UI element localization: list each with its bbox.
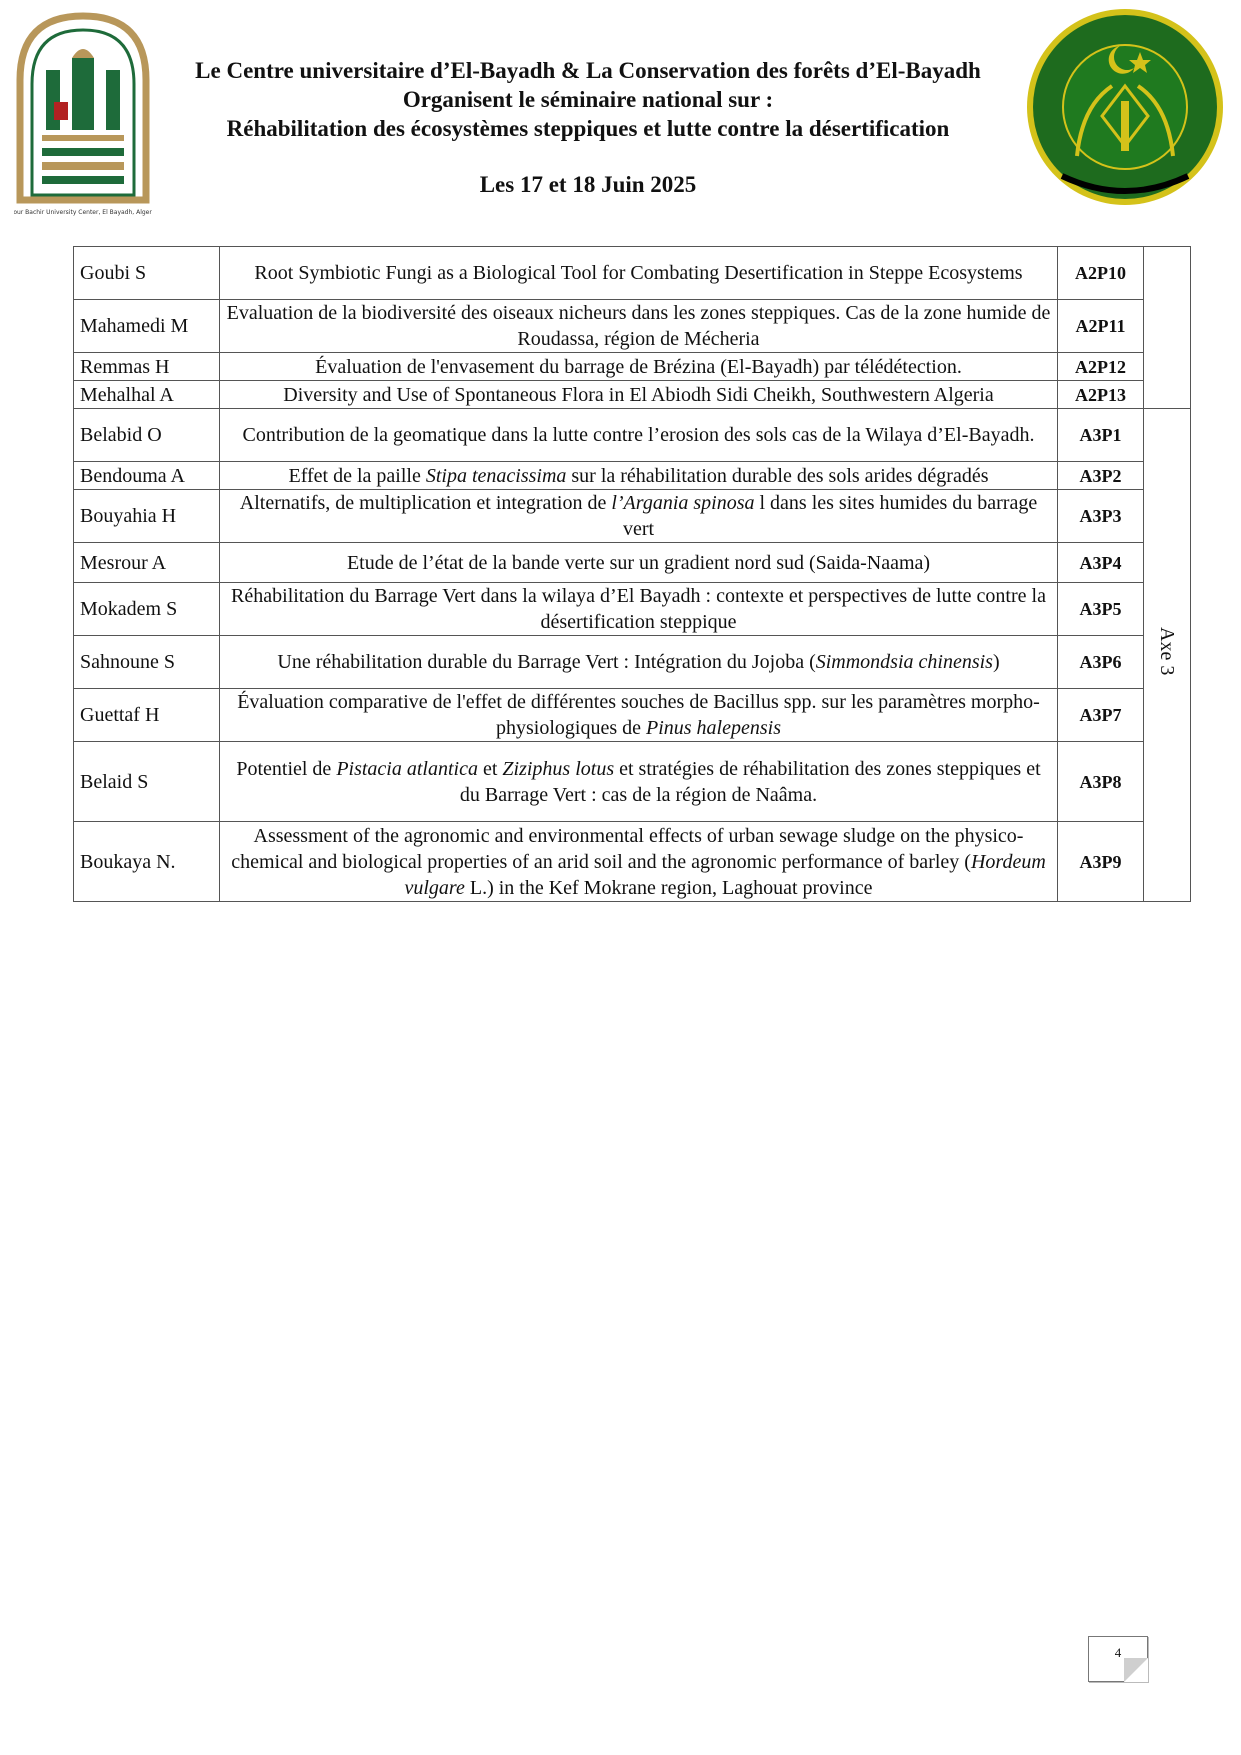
page-number-box (1088, 1636, 1148, 1682)
poster-program-table (73, 246, 1191, 902)
header-seminar-title: Réhabilitation des écosystèmes steppiques et lutte contre la désertification (226, 116, 950, 141)
table-row (74, 543, 1191, 583)
title-cell: Root Symbiotic Fungi as a Biological Tool for Combating Desertification in Steppe Ecosystems (220, 247, 1058, 300)
author-cell: Mesrour A (74, 543, 220, 583)
title-cell: Une réhabilitation durable du Barrage Vert : Intégration du Jojoba (Simmondsia chinensis) (220, 636, 1058, 689)
title-cell: Potentiel de Pistacia atlantica et Ziziphus lotus et stratégies de réhabilitation des zones steppiques et du Barrage Vert : cas de la région de Naâma. (220, 742, 1058, 822)
code-cell: A3P9 (1058, 822, 1144, 902)
seminar-date: Les 17 et 18 Juin 2025 (479, 172, 697, 197)
title-cell: Évaluation comparative de l'effet de différentes souches de Bacillus spp. sur les paramètres morpho-physiologiques de Pinus halepensis (220, 689, 1058, 742)
title-cell: Diversity and Use of Spontaneous Flora in El Abiodh Sidi Cheikh, Southwestern Algeria (220, 381, 1058, 409)
code-cell: A3P2 (1058, 462, 1144, 490)
university-logo (14, 10, 152, 220)
code-cell: A3P4 (1058, 543, 1144, 583)
title-cell: Alternatifs, de multiplication et integration de l’Argania spinosa l dans les sites humides du barrage vert (220, 490, 1058, 543)
table-row (74, 636, 1191, 689)
forest-administration-logo (1022, 6, 1228, 208)
code-cell: A2P10 (1058, 247, 1144, 300)
code-cell: A3P5 (1058, 583, 1144, 636)
author-cell: Mahamedi M (74, 300, 220, 353)
code-cell: A2P11 (1058, 300, 1144, 353)
author-cell: Mehalhal A (74, 381, 220, 409)
table-row (74, 583, 1191, 636)
axis-3-cell (1144, 409, 1191, 902)
logo-caption: Nour Bachir University Center, El Bayadh, Algeria (14, 209, 152, 216)
code-cell: A2P12 (1058, 353, 1144, 381)
author-cell: Sahnoune S (74, 636, 220, 689)
title-cell: Effet de la paille Stipa tenacissima sur la réhabilitation durable des sols arides dégradés (220, 462, 1058, 490)
code-cell: A2P13 (1058, 381, 1144, 409)
author-cell: Belabid O (74, 409, 220, 462)
header-organizers: Le Centre universitaire d’El-Bayadh & La Conservation des forêts d’El-Bayadh (195, 58, 981, 83)
author-cell: Boukaya N. (74, 822, 220, 902)
title-cell: Assessment of the agronomic and environmental effects of urban sewage sludge on the physico-chemical and biological properties of an arid soil and the agronomic performance of barley (Hordeum vulgare L.) in the Kef Mokrane region, Laghouat province (220, 822, 1058, 902)
code-cell: A3P8 (1058, 742, 1144, 822)
author-cell: Bouyahia H (74, 490, 220, 543)
axis-3-label: Axe 3 (1156, 627, 1178, 676)
page-number: 4 (1114, 1645, 1122, 1660)
axis-2-cell (1144, 247, 1191, 409)
author-cell: Mokadem S (74, 583, 220, 636)
table-row (74, 300, 1191, 353)
author-cell: Goubi S (74, 247, 220, 300)
table-row (74, 689, 1191, 742)
title-cell: Contribution de la geomatique dans la lutte contre l’erosion des sols cas de la Wilaya d’El-Bayadh. (220, 409, 1058, 462)
seminar-header (160, 56, 1016, 143)
header-subtitle: Organisent le séminaire national sur : (402, 87, 774, 112)
title-cell: Etude de l’état de la bande verte sur un gradient nord sud (Saida-Naama) (220, 543, 1058, 583)
code-cell: A3P1 (1058, 409, 1144, 462)
table-row (74, 247, 1191, 300)
title-cell: Évaluation de l'envasement du barrage de Brézina (El-Bayadh) par télédétection. (220, 353, 1058, 381)
author-cell: Guettaf H (74, 689, 220, 742)
table-row (74, 462, 1191, 490)
code-cell: A3P7 (1058, 689, 1144, 742)
title-cell: Evaluation de la biodiversité des oiseaux nicheurs dans les zones steppiques. Cas de la zone humide de Roudassa, région de Mécheria (220, 300, 1058, 353)
code-cell: A3P3 (1058, 490, 1144, 543)
table-row (74, 409, 1191, 462)
author-cell: Belaid S (74, 742, 220, 822)
code-cell: A3P6 (1058, 636, 1144, 689)
table-row (74, 353, 1191, 381)
table-row (74, 490, 1191, 543)
table-row (74, 381, 1191, 409)
author-cell: Bendouma A (74, 462, 220, 490)
table-row (74, 742, 1191, 822)
page-fold-corner (1124, 1658, 1148, 1682)
title-cell: Réhabilitation du Barrage Vert dans la wilaya d’El Bayadh : contexte et perspectives de lutte contre la désertification steppique (220, 583, 1058, 636)
table-row (74, 822, 1191, 902)
author-cell: Remmas H (74, 353, 220, 381)
